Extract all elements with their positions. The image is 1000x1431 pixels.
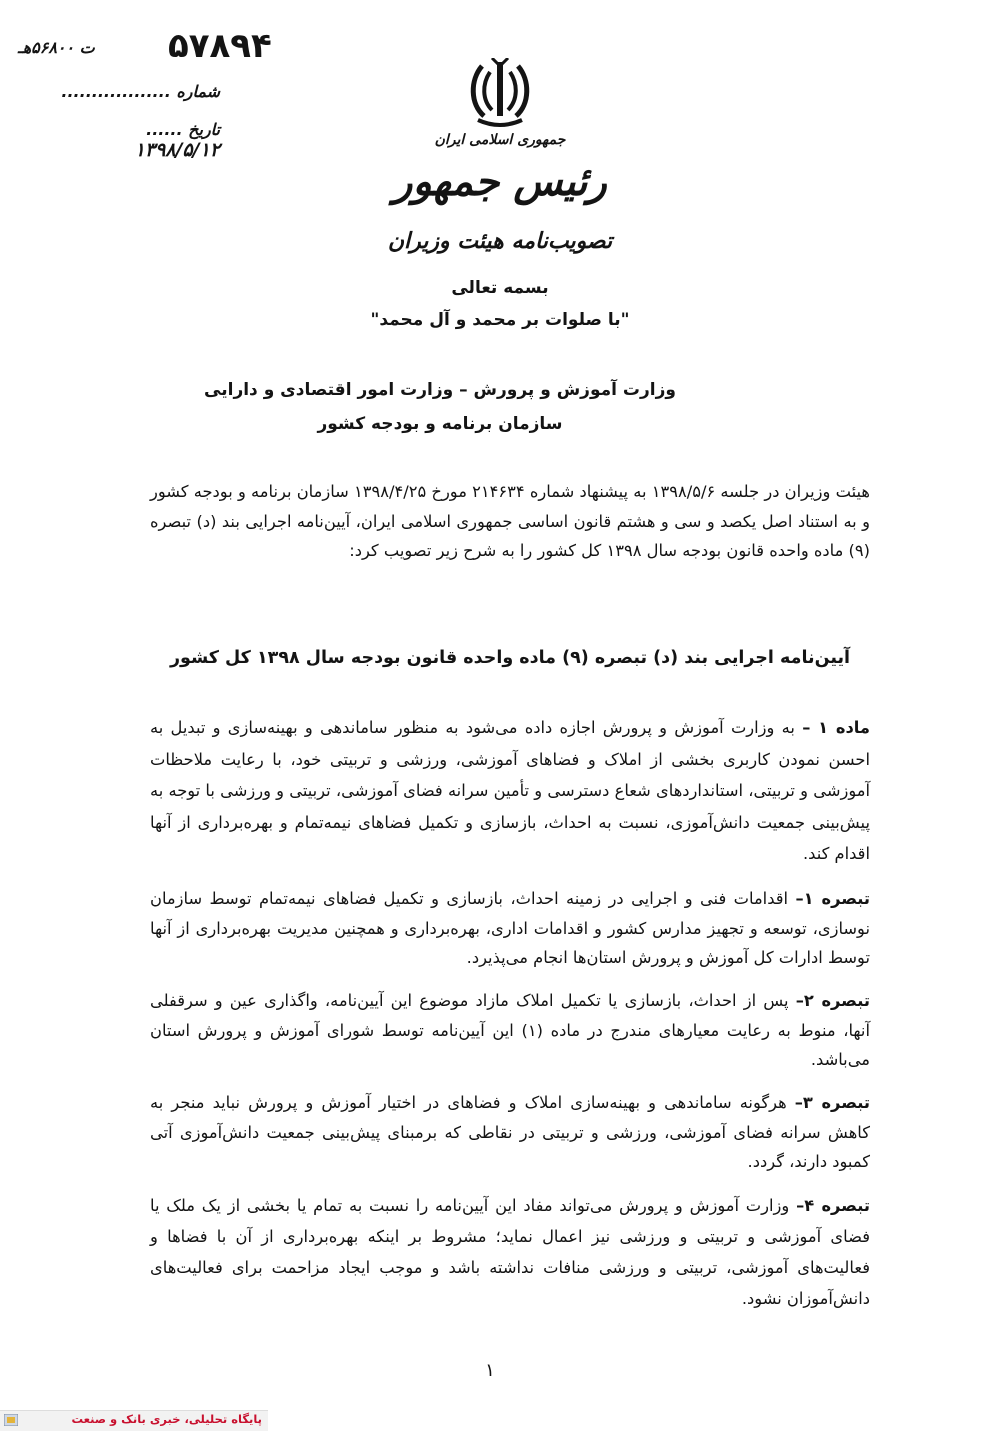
flag-icon (4, 1414, 18, 1426)
page-number: ۱ (485, 1360, 495, 1381)
note-3-label: تبصره ۳– (794, 1093, 870, 1112)
note-1-label: تبصره ۱– (795, 889, 870, 908)
note-4-label: تبصره ۴– (796, 1196, 870, 1215)
cabinet-decree-heading: تصویب‌نامه هیئت وزیران (387, 228, 613, 254)
number-field (60, 82, 220, 101)
republic-label: جمهوری اسلامی ایران (434, 132, 566, 148)
intro-paragraph: هیئت وزیران در جلسه ۱۳۹۸/۵/۶ به پیشنهاد شماره ۲۱۴۶۳۴ مورخ ۱۳۹۸/۴/۲۵ سازمان برنامه و بودجه کشور و به استناد اصل یکصد و سی و هشتم قانون اساسی جمهوری اسلامی ایران، آیین‌نامه اجرایی بند (د) تبصره (۹) ماده واحده قانون بودجه سال ۱۳۹۸ کل کشور را به شرح زیر تصویب کرد: (150, 482, 871, 560)
note-2-text: پس از احداث، بازسازی یا تکمیل املاک مازاد موضوع این آیین‌نامه، واگذاری عین و سرقفلی آنها، منوط به رعایت معیارهای مندرج در ماده (۱) این آیین‌نامه توسط شورای آموزش و پرورش استان می‌باشد. (150, 991, 870, 1069)
recipients-line-2: سازمان برنامه و بودجه کشور (317, 414, 563, 434)
note-4 (150, 1190, 870, 1314)
reference-number-small: ت ۵۶۸۰۰هـ (18, 38, 95, 57)
number-dots: .................. (61, 82, 171, 101)
invocation: بسمه تعالی (451, 278, 549, 298)
date-value: ۱۳۹۸/۵/۱۲ (134, 139, 220, 161)
footer-site-name[interactable]: پایگاه تحلیلی، خبری بانک و صنعت (71, 1412, 262, 1426)
article-1 (150, 712, 870, 870)
salawat-line: "با صلوات بر محمد و آل محمد" (370, 310, 630, 330)
regulation-title: آیین‌نامه اجرایی بند (د) تبصره (۹) ماده واحده قانون بودجه سال ۱۳۹۸ کل کشور (169, 648, 851, 668)
reference-number-large: ۵۷۸۹۴ (168, 26, 272, 66)
source-footer[interactable] (0, 1410, 268, 1431)
article-1-text: به وزارت آموزش و پرورش اجازه داده می‌شود به منظور ساماندهی و بهینه‌سازی و تبدیل به احسن نمودن کاربری بخشی از املاک و فضاهای آموزشی، ورزشی و تربیتی خود، با رعایت ملاحظات آموزشی و تربیتی، استانداردهای شعاع دسترسی و تأمین سرانه فضای آموزشی، تربیتی و ورزشی با توجه به پیش‌بینی جمعیت دانش‌آموزی، نسبت به احداث، بازسازی و تکمیل فضاهای نیمه‌تمام و بهره‌برداری از آنها اقدام کند. (150, 718, 870, 863)
note-1-text: اقدامات فنی و اجرایی در زمینه احداث، بازسازی و تکمیل فضاهای نیمه‌تمام توسط سازمان نوسازی، توسعه و تجهیز مدارس کشور و اقدامات اداری، بهره‌برداری و همچنین مدیریت بهره‌برداری از آنها توسط ادارات کل آموزش و پرورش استان‌ها انجام می‌پذیرد. (150, 889, 870, 967)
date-dots: ...... (146, 120, 183, 139)
recipients-line-1: وزارت آموزش و پرورش – وزارت امور اقتصادی و دارایی (204, 380, 676, 400)
note-2 (150, 986, 870, 1075)
note-3 (150, 1088, 870, 1177)
date-field (60, 120, 220, 161)
iran-emblem-icon (468, 58, 532, 128)
note-2-label: تبصره ۲– (795, 991, 870, 1010)
note-4-text: وزارت آموزش و پرورش می‌تواند مفاد این آیین‌نامه را نسبت به تمام یا بخشی از یک ملک یا فضای آموزشی و تربیتی و ورزشی نیز اعمال نماید؛ مشروط بر اینکه بهره‌برداری از آن با فضاها و فعالیت‌های آموزشی، تربیتی و ورزشی منافات نداشته باشد و موجب ایجاد مزاحمت برای فعالیت‌های دانش‌آموزان نشود. (150, 1196, 870, 1308)
note-3-text: هرگونه ساماندهی و بهینه‌سازی املاک و فضاهای در اختیار آموزش و پرورش نباید منجر به کاهش سرانه فضای آموزشی، ورزشی و تربیتی در نقاطی که برمبنای پیش‌بینی جمعیت دانش‌آموزی آتی کمبود دارند، گردد. (150, 1093, 870, 1171)
note-1 (150, 884, 870, 973)
number-label: شماره (176, 82, 220, 101)
article-1-label: ماده ۱ – (802, 718, 871, 737)
date-label: تاریخ (188, 120, 220, 139)
president-heading: رئیس جمهور (393, 158, 607, 205)
